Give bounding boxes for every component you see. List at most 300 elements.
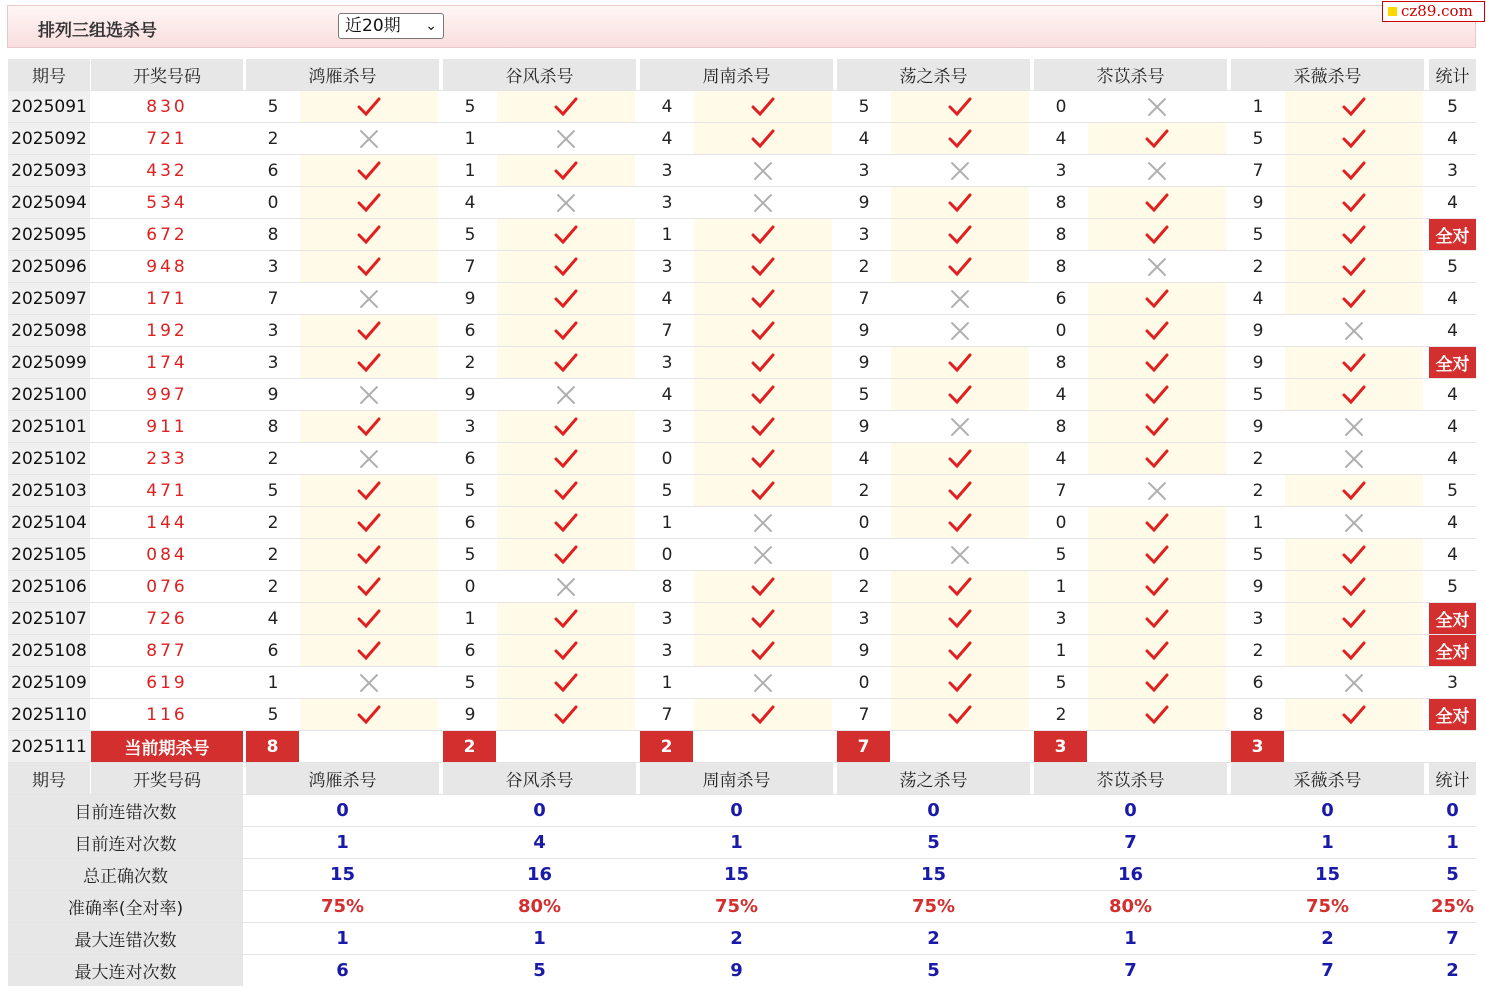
check-icon: [554, 160, 578, 182]
kill-number: 8: [1055, 256, 1067, 277]
kill-hit-mark: [1088, 667, 1226, 698]
check-icon: [751, 608, 775, 630]
table-row-period: 2025103: [8, 475, 90, 506]
stat-count: 5: [1447, 96, 1458, 117]
cross-icon: [1342, 672, 1366, 694]
kill-number: 5: [464, 672, 476, 693]
table-row-period: 2025091: [8, 91, 90, 122]
kill-hit-mark: [891, 187, 1029, 218]
table-row-draw-number: 619: [146, 672, 188, 693]
kill-hit-mark: [300, 475, 438, 506]
check-icon: [948, 672, 972, 694]
kill-hit-mark: [1088, 571, 1226, 602]
check-icon: [357, 608, 381, 630]
check-icon: [357, 512, 381, 534]
kill-miss-mark: [694, 667, 832, 698]
stat-count: 5: [1447, 576, 1458, 597]
check-icon: [751, 320, 775, 342]
check-icon: [554, 448, 578, 470]
cross-icon: [357, 288, 381, 310]
kill-number: 7: [858, 288, 870, 309]
all-correct-badge: 全对: [1429, 603, 1476, 634]
kill-number: 1: [1252, 96, 1264, 117]
check-icon: [357, 416, 381, 438]
check-icon: [357, 256, 381, 278]
table-row-period: 2025104: [8, 507, 90, 538]
stat-count: 4: [1447, 384, 1458, 405]
kill-number: 5: [1252, 544, 1264, 565]
kill-hit-mark: [497, 219, 635, 250]
table-row-draw-number: 084: [146, 544, 188, 565]
kill-hit-mark: [891, 219, 1029, 250]
stats-row-label: 目前连对次数: [8, 827, 243, 858]
stats-value: 2: [730, 928, 743, 949]
kill-number: 3: [464, 416, 476, 437]
kill-hit-mark: [497, 507, 635, 538]
kill-number: 2: [267, 448, 279, 469]
kill-number: 5: [267, 704, 279, 725]
kill-hit-mark: [694, 219, 832, 250]
kill-number: 6: [464, 320, 476, 341]
row-divider: [8, 218, 1476, 219]
kill-number: 0: [661, 544, 673, 565]
kill-hit-mark: [497, 475, 635, 506]
kill-hit-mark: [1285, 571, 1423, 602]
check-icon: [1342, 544, 1366, 566]
current-kill-number: 2: [640, 731, 693, 762]
stats-value: 75%: [320, 896, 365, 917]
kill-miss-mark: [300, 283, 438, 314]
cross-icon: [948, 544, 972, 566]
stats-value: 0: [1124, 800, 1137, 821]
kill-number: 2: [267, 544, 279, 565]
check-icon: [357, 320, 381, 342]
kill-number: 2: [464, 352, 476, 373]
stats-value: 0: [730, 800, 743, 821]
cross-icon: [554, 384, 578, 406]
kill-miss-mark: [891, 539, 1029, 570]
kill-hit-mark: [694, 443, 832, 474]
row-divider: [8, 314, 1476, 315]
kill-number: 3: [661, 352, 673, 373]
kill-hit-mark: [300, 635, 438, 666]
kill-number: 1: [1055, 640, 1067, 661]
stats-value: 15: [1314, 864, 1341, 885]
kill-hit-mark: [1285, 635, 1423, 666]
kill-number: 9: [267, 384, 279, 405]
stats-value: 0: [1321, 800, 1334, 821]
all-correct-badge: 全对: [1429, 699, 1476, 730]
kill-hit-mark: [300, 315, 438, 346]
stat-count: 4: [1447, 288, 1458, 309]
kill-number: 3: [1252, 608, 1264, 629]
check-icon: [1342, 576, 1366, 598]
kill-hit-mark: [497, 155, 635, 186]
current-kill-number: 8: [246, 731, 299, 762]
kill-number: 7: [267, 288, 279, 309]
kill-hit-mark: [300, 603, 438, 634]
row-divider: [8, 378, 1476, 379]
all-correct-badge: 全对: [1429, 347, 1476, 378]
check-icon: [357, 640, 381, 662]
stats-value: 1: [1321, 832, 1334, 853]
check-icon: [1145, 672, 1169, 694]
stats-value: 1: [336, 928, 349, 949]
kill-hit-mark: [1088, 603, 1226, 634]
kill-number: 9: [1252, 320, 1264, 341]
stats-value: 16: [1117, 864, 1144, 885]
kill-hit-mark: [891, 91, 1029, 122]
kill-hit-mark: [694, 347, 832, 378]
check-icon: [357, 352, 381, 374]
kill-hit-mark: [497, 411, 635, 442]
kill-number: 9: [464, 704, 476, 725]
check-icon: [751, 96, 775, 118]
kill-hit-mark: [300, 91, 438, 122]
kill-miss-mark: [694, 155, 832, 186]
table-row-period: 2025102: [8, 443, 90, 474]
check-icon: [554, 320, 578, 342]
header-predictor-4: 荡之杀号: [837, 59, 1030, 90]
kill-miss-mark: [891, 411, 1029, 442]
cross-icon: [1145, 256, 1169, 278]
stats-row-label: 目前连错次数: [8, 795, 243, 826]
table-row-draw-number: 233: [146, 448, 188, 469]
check-icon: [1342, 96, 1366, 118]
kill-number: 4: [1055, 128, 1067, 149]
check-icon: [1145, 224, 1169, 246]
kill-hit-mark: [694, 379, 832, 410]
kill-number: 6: [1055, 288, 1067, 309]
check-icon: [751, 288, 775, 310]
header-predictor-6: 采薇杀号: [1231, 763, 1424, 794]
all-correct-badge: 全对: [1429, 635, 1476, 666]
kill-hit-mark: [1088, 219, 1226, 250]
row-divider: [8, 122, 1476, 123]
row-divider: [8, 890, 1476, 891]
table-row-period: 2025098: [8, 315, 90, 346]
table-row-period: 2025092: [8, 123, 90, 154]
check-icon: [554, 544, 578, 566]
header-period: 期号: [8, 59, 90, 90]
row-divider: [8, 666, 1476, 667]
kill-number: 1: [464, 160, 476, 181]
stats-value: 0: [1446, 800, 1459, 821]
header-draw-number: 开奖号码: [91, 59, 243, 90]
check-icon: [357, 192, 381, 214]
kill-hit-mark: [497, 91, 635, 122]
check-icon: [948, 640, 972, 662]
kill-hit-mark: [497, 539, 635, 570]
stats-value: 2: [927, 928, 940, 949]
kill-number: 8: [1055, 416, 1067, 437]
check-icon: [948, 96, 972, 118]
kill-hit-mark: [694, 411, 832, 442]
table-row-draw-number: 948: [146, 256, 188, 277]
kill-number: 0: [267, 192, 279, 213]
kill-number: 1: [1055, 576, 1067, 597]
cross-icon: [1145, 160, 1169, 182]
kill-miss-mark: [1285, 507, 1423, 538]
stats-value: 7: [1124, 832, 1137, 853]
cross-icon: [1145, 96, 1169, 118]
kill-hit-mark: [1285, 539, 1423, 570]
kill-hit-mark: [300, 507, 438, 538]
stat-count: 4: [1447, 544, 1458, 565]
kill-hit-mark: [891, 667, 1029, 698]
header-predictor-1: 鸿雁杀号: [246, 763, 439, 794]
kill-number: 0: [858, 512, 870, 533]
kill-number: 5: [661, 480, 673, 501]
kill-hit-mark: [1285, 347, 1423, 378]
kill-number: 9: [858, 640, 870, 661]
check-icon: [751, 448, 775, 470]
check-icon: [357, 544, 381, 566]
check-icon: [1145, 416, 1169, 438]
row-divider: [8, 250, 1476, 251]
kill-number: 3: [267, 256, 279, 277]
header-draw-number: 开奖号码: [91, 763, 243, 794]
table-row-draw-number: 471: [146, 480, 188, 501]
kill-hit-mark: [1285, 155, 1423, 186]
kill-number: 6: [464, 640, 476, 661]
kill-hit-mark: [497, 635, 635, 666]
check-icon: [1342, 704, 1366, 726]
row-divider: [8, 538, 1476, 539]
kill-number: 5: [1252, 384, 1264, 405]
check-icon: [948, 512, 972, 534]
kill-hit-mark: [694, 699, 832, 730]
check-icon: [1342, 288, 1366, 310]
kill-hit-mark: [1088, 315, 1226, 346]
kill-miss-mark: [891, 155, 1029, 186]
kill-number: 1: [661, 224, 673, 245]
kill-miss-mark: [497, 187, 635, 218]
kill-miss-mark: [694, 507, 832, 538]
check-icon: [948, 224, 972, 246]
check-icon: [751, 352, 775, 374]
kill-number: 3: [1055, 608, 1067, 629]
table-row-period: 2025099: [8, 347, 90, 378]
kill-number: 2: [1252, 480, 1264, 501]
kill-hit-mark: [1088, 411, 1226, 442]
check-icon: [554, 96, 578, 118]
kill-hit-mark: [300, 251, 438, 282]
check-icon: [751, 224, 775, 246]
kill-miss-mark: [694, 539, 832, 570]
stat-count: 4: [1447, 320, 1458, 341]
table-row-draw-number: 830: [146, 96, 188, 117]
kill-number: 5: [267, 96, 279, 117]
kill-hit-mark: [497, 347, 635, 378]
cross-icon: [1342, 448, 1366, 470]
check-icon: [1342, 256, 1366, 278]
stat-count: 5: [1447, 256, 1458, 277]
kill-hit-mark: [497, 603, 635, 634]
header-predictor-3: 周南杀号: [640, 59, 833, 90]
kill-hit-mark: [497, 699, 635, 730]
check-icon: [948, 192, 972, 214]
kill-miss-mark: [1285, 667, 1423, 698]
stats-value: 1: [1446, 832, 1459, 853]
check-icon: [1145, 544, 1169, 566]
check-icon: [1145, 128, 1169, 150]
row-divider: [8, 826, 1476, 827]
check-icon: [1145, 640, 1169, 662]
check-icon: [554, 480, 578, 502]
kill-miss-mark: [300, 443, 438, 474]
stats-row-label: 最大连对次数: [8, 955, 243, 986]
stat-count: 5: [1447, 480, 1458, 501]
header-predictor-6: 采薇杀号: [1231, 59, 1424, 90]
kill-number: 4: [661, 288, 673, 309]
cross-icon: [1342, 512, 1366, 534]
kill-number: 4: [1055, 384, 1067, 405]
kill-number: 4: [858, 128, 870, 149]
stats-value: 15: [723, 864, 750, 885]
check-icon: [1342, 384, 1366, 406]
check-icon: [357, 224, 381, 246]
kill-number: 2: [1055, 704, 1067, 725]
kill-number: 2: [858, 576, 870, 597]
table-row-draw-number: 726: [146, 608, 188, 629]
kill-number: 2: [858, 480, 870, 501]
table-row-period: 2025107: [8, 603, 90, 634]
table-row-draw-number: 721: [146, 128, 188, 149]
check-icon: [1145, 448, 1169, 470]
kill-number: 6: [267, 640, 279, 661]
kill-hit-mark: [1088, 507, 1226, 538]
kill-number: 6: [464, 512, 476, 533]
kill-number: 0: [1055, 96, 1067, 117]
kill-number: 7: [661, 704, 673, 725]
table-row-draw-number: 997: [146, 384, 188, 405]
check-icon: [1145, 352, 1169, 374]
stats-value: 9: [730, 960, 743, 981]
kill-number: 9: [1252, 192, 1264, 213]
kill-hit-mark: [694, 571, 832, 602]
check-icon: [751, 256, 775, 278]
current-kill-number: 7: [837, 731, 890, 762]
stats-value: 15: [329, 864, 356, 885]
table-row-draw-number: 116: [146, 704, 188, 725]
header-predictor-5: 苶苡杀号: [1034, 59, 1227, 90]
kill-hit-mark: [1088, 347, 1226, 378]
kill-number: 8: [1055, 192, 1067, 213]
check-icon: [1145, 288, 1169, 310]
kill-number: 3: [661, 640, 673, 661]
check-icon: [554, 256, 578, 278]
kill-miss-mark: [1088, 155, 1226, 186]
kill-hit-mark: [891, 475, 1029, 506]
kill-number: 3: [661, 416, 673, 437]
kill-number: 5: [1252, 128, 1264, 149]
kill-hit-mark: [1285, 123, 1423, 154]
stats-value: 0: [927, 800, 940, 821]
kill-hit-mark: [1088, 539, 1226, 570]
kill-number: 9: [464, 288, 476, 309]
kill-hit-mark: [694, 635, 832, 666]
table-row-period: 2025110: [8, 699, 90, 730]
kill-miss-mark: [497, 571, 635, 602]
kill-hit-mark: [694, 283, 832, 314]
table-row-period: 2025101: [8, 411, 90, 442]
kill-number: 5: [858, 384, 870, 405]
table-row-period: 2025108: [8, 635, 90, 666]
period-select-value: 近20期: [345, 16, 401, 36]
kill-hit-mark: [694, 91, 832, 122]
check-icon: [751, 416, 775, 438]
kill-number: 0: [858, 544, 870, 565]
kill-miss-mark: [300, 379, 438, 410]
check-icon: [948, 704, 972, 726]
kill-number: 6: [464, 448, 476, 469]
cross-icon: [554, 576, 578, 598]
kill-number: 9: [1252, 416, 1264, 437]
kill-number: 4: [1055, 448, 1067, 469]
cross-icon: [751, 544, 775, 566]
kill-number: 7: [1252, 160, 1264, 181]
kill-number: 4: [661, 128, 673, 149]
stats-value: 2: [1321, 928, 1334, 949]
kill-miss-mark: [1088, 475, 1226, 506]
kill-hit-mark: [1088, 379, 1226, 410]
table-row-draw-number: 144: [146, 512, 188, 533]
check-icon: [554, 352, 578, 374]
check-icon: [554, 672, 578, 694]
kill-miss-mark: [1088, 251, 1226, 282]
cross-icon: [751, 672, 775, 694]
cross-icon: [948, 288, 972, 310]
row-divider: [8, 602, 1476, 603]
stats-row-label: 准确率(全对率): [8, 891, 243, 922]
check-icon: [948, 384, 972, 406]
kill-number: 3: [661, 160, 673, 181]
check-icon: [1342, 128, 1366, 150]
stats-value: 5: [1446, 864, 1459, 885]
stats-value: 80%: [517, 896, 562, 917]
kill-hit-mark: [891, 443, 1029, 474]
cross-icon: [554, 128, 578, 150]
kill-hit-mark: [891, 123, 1029, 154]
stats-value: 16: [526, 864, 553, 885]
kill-number: 2: [267, 128, 279, 149]
kill-number: 3: [661, 192, 673, 213]
header-predictor-2: 谷风杀号: [443, 763, 636, 794]
check-icon: [1342, 224, 1366, 246]
check-icon: [751, 640, 775, 662]
stats-value: 7: [1321, 960, 1334, 981]
kill-number: 8: [1055, 224, 1067, 245]
kill-hit-mark: [1088, 635, 1226, 666]
kill-number: 2: [267, 576, 279, 597]
kill-miss-mark: [300, 667, 438, 698]
row-divider: [8, 634, 1476, 635]
kill-number: 0: [1055, 512, 1067, 533]
stats-value: 7: [1446, 928, 1459, 949]
kill-miss-mark: [497, 379, 635, 410]
stat-count: 3: [1447, 672, 1458, 693]
chevron-down-icon: ⌄: [425, 18, 437, 34]
check-icon: [948, 352, 972, 374]
kill-miss-mark: [694, 187, 832, 218]
kill-number: 2: [1252, 448, 1264, 469]
cross-icon: [948, 320, 972, 342]
table-row-draw-number: 911: [146, 416, 188, 437]
table-row-draw-number: 076: [146, 576, 188, 597]
kill-number: 8: [267, 416, 279, 437]
kill-number: 3: [858, 608, 870, 629]
